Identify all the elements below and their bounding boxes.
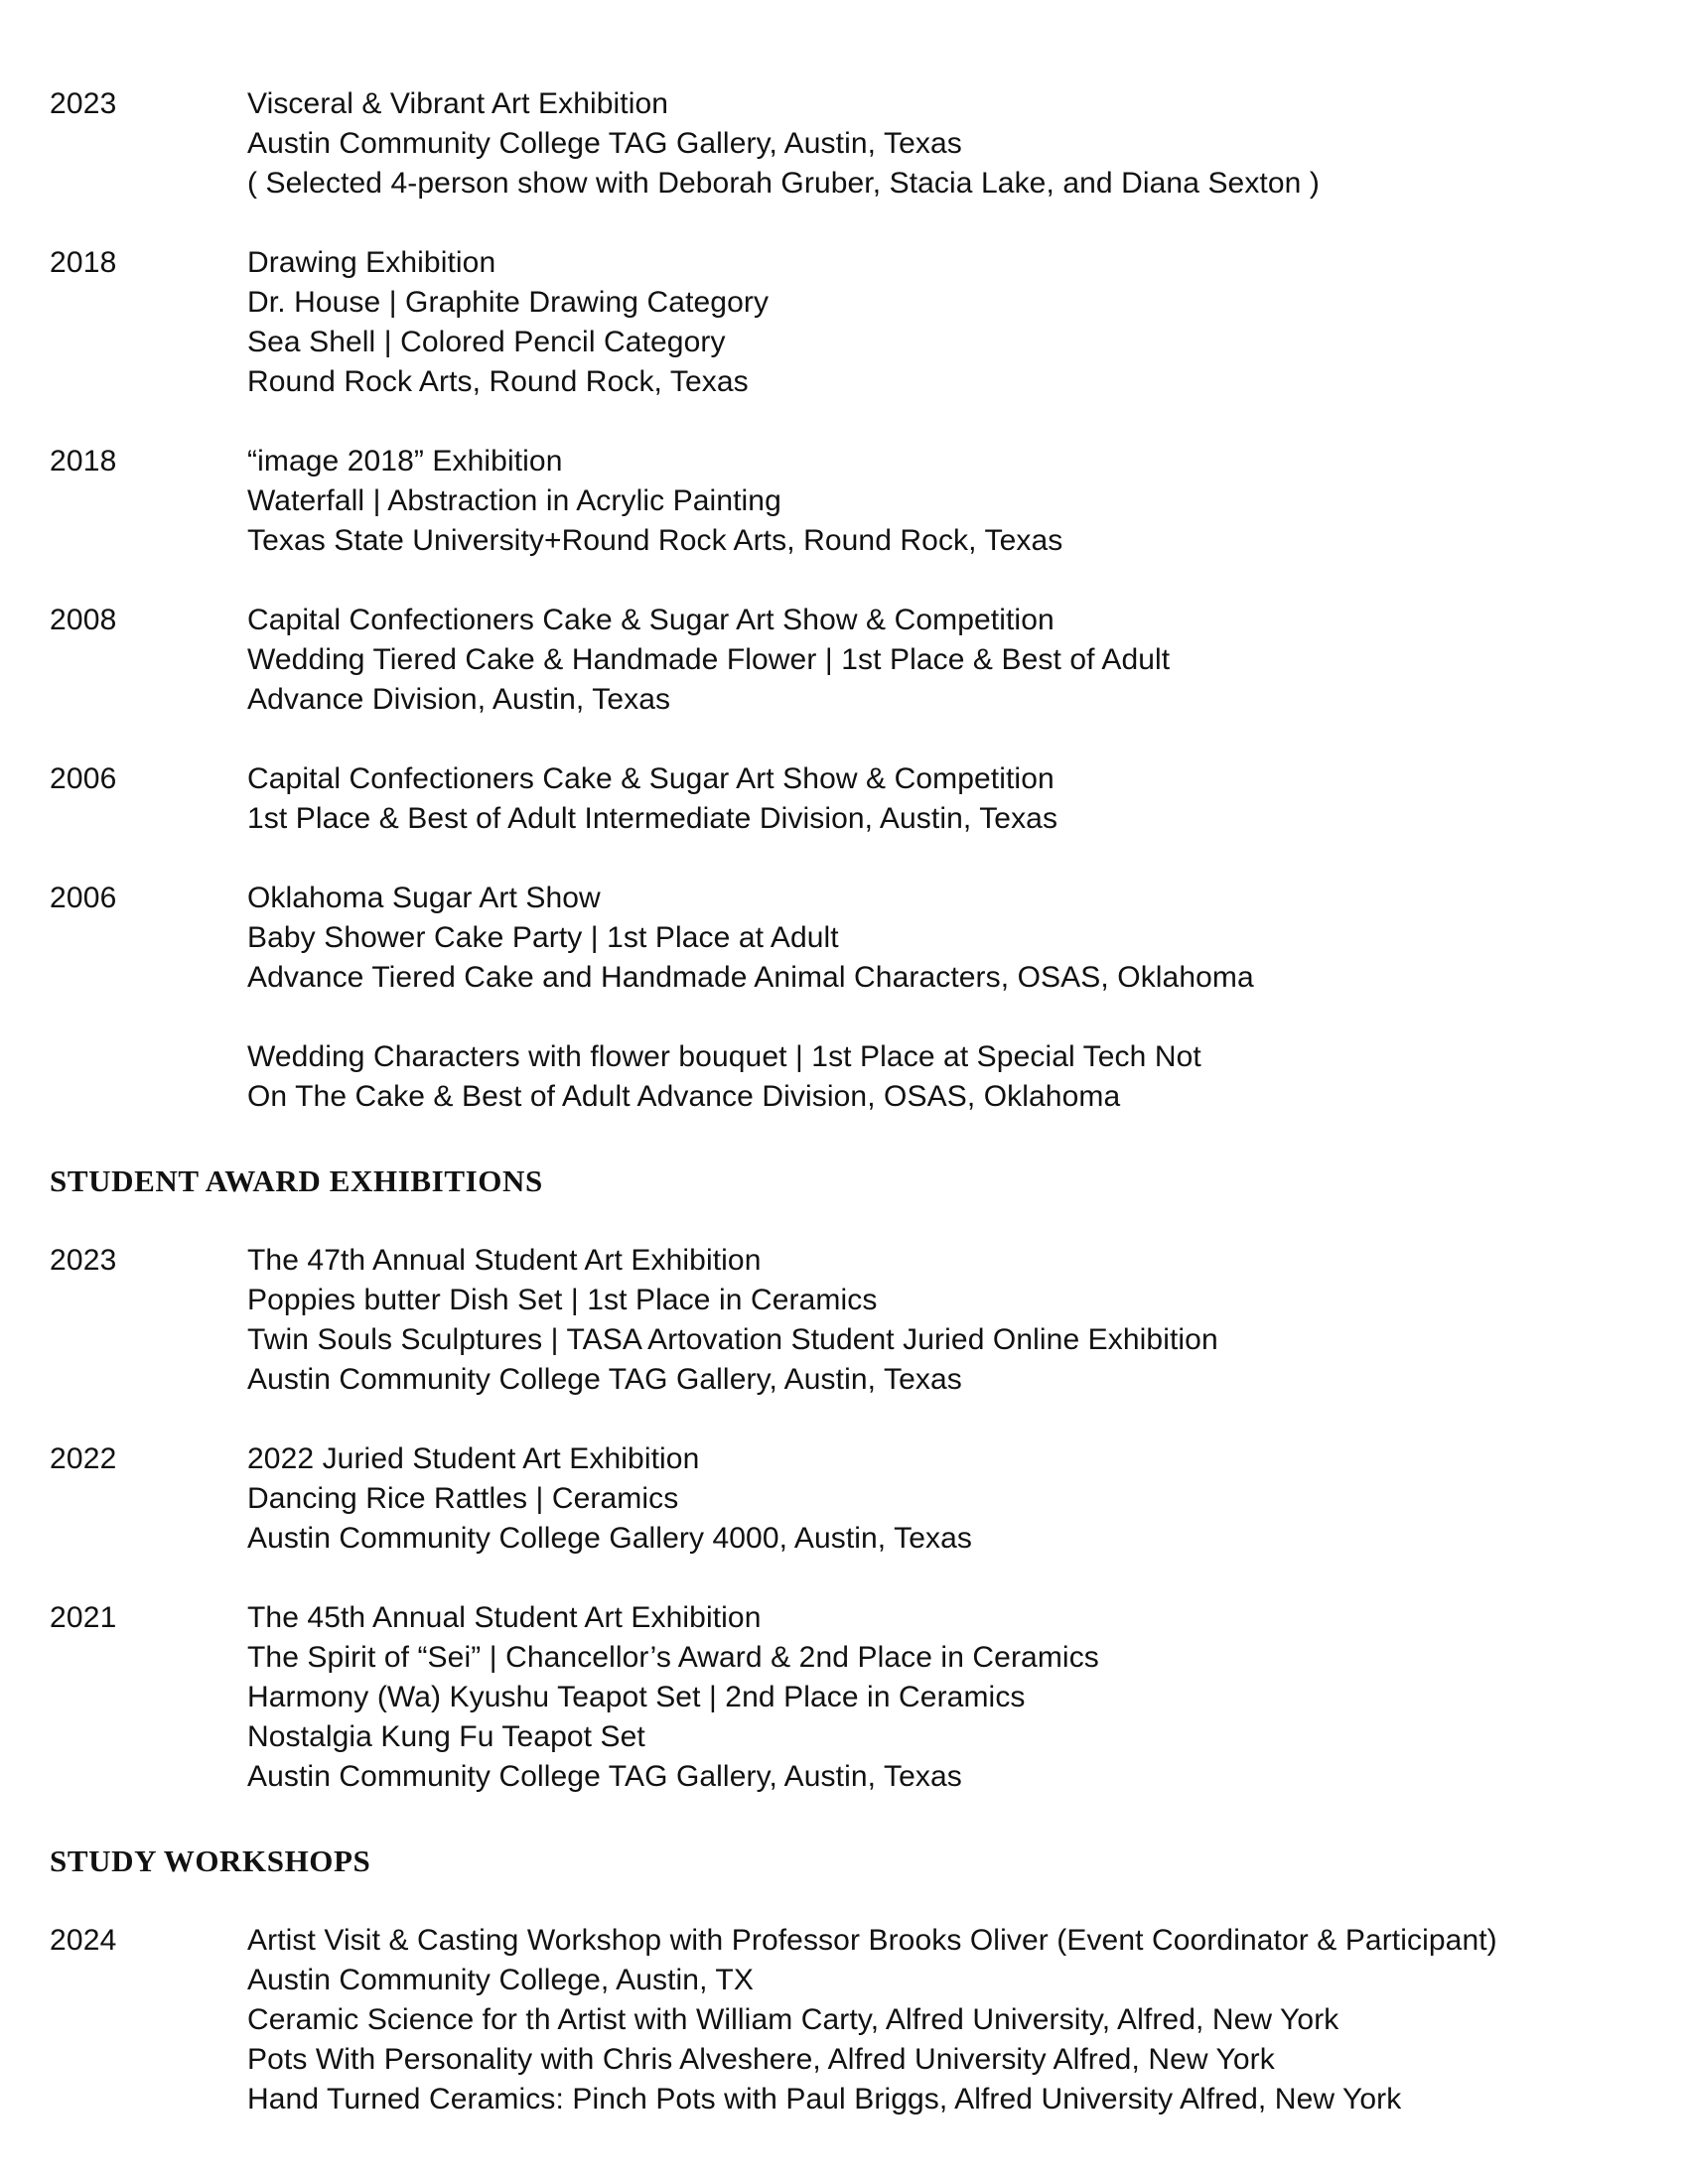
entry-line: Baby Shower Cake Party | 1st Place at Adult — [247, 921, 839, 954]
entry-line: Nostalgia Kung Fu Teapot Set — [247, 1720, 645, 1753]
exhibition-entry — [50, 243, 1638, 402]
entry-line: The Spirit of “Sei” | Chancellor’s Award & 2nd Place in Ceramics — [247, 1641, 1099, 1674]
section-heading-study-workshops: STUDY WORKSHOPS — [50, 1843, 371, 1878]
entry-year: 2018 — [50, 445, 117, 478]
entry-lines — [247, 84, 1638, 204]
entry-line: Pots With Personality with Chris Alveshere, Alfred University Alfred, New York — [247, 2043, 1275, 2076]
entry-year: 2024 — [50, 1924, 117, 1957]
entry-line: Austin Community College, Austin, TX — [247, 1964, 754, 1996]
entry-lines — [247, 243, 1638, 402]
entry-line: Austin Community College TAG Gallery, Austin, Texas — [247, 127, 962, 160]
entry-line: Artist Visit & Casting Workshop with Professor Brooks Oliver (Event Coordinator & Participant) — [247, 1924, 1497, 1957]
entry-lines — [247, 442, 1638, 561]
entry-line: Austin Community College Gallery 4000, Austin, Texas — [247, 1522, 973, 1555]
entry-line: Visceral & Vibrant Art Exhibition — [247, 87, 669, 120]
entry-line: Drawing Exhibition — [247, 246, 496, 279]
entry-line: Wedding Characters with flower bouquet | 1st Place at Special Tech Not — [247, 1040, 1201, 1073]
entry-year: 2023 — [50, 87, 117, 120]
entry-year: 2023 — [50, 1244, 117, 1277]
entry-year: 2006 — [50, 762, 117, 795]
entry-year: 2021 — [50, 1601, 117, 1634]
exhibition-entry — [50, 601, 1638, 720]
entry-line: Twin Souls Sculptures | TASA Artovation Student Juried Online Exhibition — [247, 1323, 1218, 1356]
workshop-entry — [50, 1921, 1638, 2119]
student-award-entry — [50, 1241, 1638, 1400]
section-heading-student-award-exhibitions: STUDENT AWARD EXHIBITIONS — [50, 1163, 543, 1198]
entry-line: Wedding Tiered Cake & Handmade Flower | 1st Place & Best of Adult — [247, 643, 1171, 676]
entry-line: 1st Place & Best of Adult Intermediate Division, Austin, Texas — [247, 802, 1058, 835]
entry-line: “image 2018” Exhibition — [247, 445, 563, 478]
exhibition-entry — [50, 759, 1638, 839]
entry-line: Poppies butter Dish Set | 1st Place in Ceramics — [247, 1284, 878, 1316]
student-award-entry — [50, 1439, 1638, 1559]
exhibition-entry — [50, 879, 1638, 1117]
entry-year: 2022 — [50, 1442, 117, 1475]
entry-lines — [247, 601, 1638, 720]
entry-year: 2008 — [50, 604, 117, 636]
entry-line: The 47th Annual Student Art Exhibition — [247, 1244, 762, 1277]
entry-line: Austin Community College TAG Gallery, Austin, Texas — [247, 1760, 962, 1793]
entry-year: 2006 — [50, 882, 117, 914]
entry-line: Advance Tiered Cake and Handmade Animal Characters, OSAS, Oklahoma — [247, 961, 1254, 994]
entry-line: On The Cake & Best of Adult Advance Division, OSAS, Oklahoma — [247, 1080, 1121, 1113]
entry-line: Capital Confectioners Cake & Sugar Art Show & Competition — [247, 604, 1055, 636]
entry-line: Harmony (Wa) Kyushu Teapot Set | 2nd Place in Ceramics — [247, 1681, 1026, 1713]
entry-line: Dr. House | Graphite Drawing Category — [247, 286, 770, 319]
entry-line: Waterfall | Abstraction in Acrylic Painting — [247, 484, 781, 517]
entry-line: The 45th Annual Student Art Exhibition — [247, 1601, 762, 1634]
entry-lines — [247, 1439, 1638, 1559]
exhibition-entry — [50, 442, 1638, 561]
entry-lines — [247, 1241, 1638, 1400]
entry-line: Capital Confectioners Cake & Sugar Art Show & Competition — [247, 762, 1055, 795]
entry-line: Oklahoma Sugar Art Show — [247, 882, 601, 914]
entry-line: 2022 Juried Student Art Exhibition — [247, 1442, 700, 1475]
student-award-entry — [50, 1598, 1638, 1797]
entry-line: Dancing Rice Rattles | Ceramics — [247, 1482, 679, 1515]
entry-line: Austin Community College TAG Gallery, Austin, Texas — [247, 1363, 962, 1396]
entry-year: 2018 — [50, 246, 117, 279]
entry-line: Round Rock Arts, Round Rock, Texas — [247, 365, 749, 398]
entry-line: ( Selected 4-person show with Deborah Gruber, Stacia Lake, and Diana Sexton ) — [247, 167, 1320, 200]
entry-line: Texas State University+Round Rock Arts, Round Rock, Texas — [247, 524, 1063, 557]
exhibition-entry — [50, 84, 1638, 204]
entry-line: Sea Shell | Colored Pencil Category — [247, 326, 726, 358]
entry-lines — [247, 759, 1638, 839]
entry-line: Ceramic Science for th Artist with William Carty, Alfred University, Alfred, New York — [247, 2003, 1339, 2036]
entry-line: Hand Turned Ceramics: Pinch Pots with Paul Briggs, Alfred University Alfred, New York — [247, 2083, 1402, 2116]
entry-lines — [247, 879, 1638, 1117]
entry-lines — [247, 1598, 1638, 1797]
entry-lines — [247, 1921, 1638, 2119]
entry-spacer — [247, 998, 1638, 1037]
entry-line: Advance Division, Austin, Texas — [247, 683, 671, 716]
